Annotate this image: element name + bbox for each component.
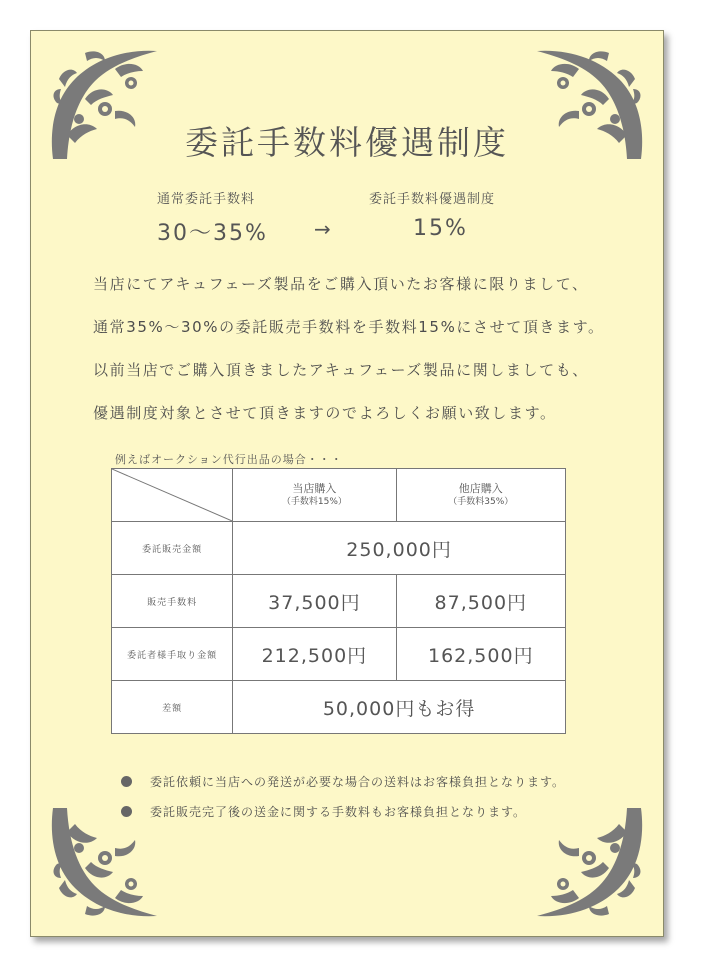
diagonal-line-icon (112, 469, 232, 521)
description-paragraph (93, 272, 653, 444)
takehome-this-store: 212,500円 (233, 628, 396, 681)
column-header-other-store (396, 469, 565, 522)
difference-value: 50,000円もお得 (233, 681, 566, 734)
fee-other-store: 87,500円 (396, 575, 565, 628)
special-fee-label: 委託手数料優遇制度 (369, 192, 496, 207)
table-row (112, 681, 566, 734)
row-label-takehome: 委託者様手取り金額 (112, 628, 233, 681)
page-title: 委託手数料優遇制度 (185, 123, 509, 162)
table-row (112, 628, 566, 681)
notes-list (121, 766, 565, 826)
column-header-label: 当店購入 (292, 482, 337, 495)
column-header-sublabel: （手数料35%） (448, 497, 514, 507)
column-header-sublabel: （手数料15%） (281, 497, 347, 507)
list-item (121, 796, 565, 826)
column-header-this-store (233, 469, 396, 522)
special-fee-value: 15% (413, 216, 468, 241)
description-line: 通常35%～30%の委託販売手数料を手数料15%にさせて頂きます。 (93, 318, 605, 336)
fee-comparison-table (111, 468, 566, 734)
arrow-right-icon: → (314, 217, 331, 241)
row-label-sale-price: 委託販売金額 (112, 522, 233, 575)
row-label-difference: 差額 (112, 681, 233, 734)
note-text: 委託依頼に当店への発送が必要な場合の送料はお客様負担となります。 (150, 774, 566, 789)
description-line: 当店にてアキュフェーズ製品をご購入頂いたお客様に限りまして、 (93, 275, 589, 293)
note-text: 委託販売完了後の送金に関する手数料もお客様負担となります。 (150, 804, 527, 819)
table-header-row (112, 469, 566, 522)
example-caption: 例えばオークション代行出品の場合・・・ (115, 453, 343, 466)
takehome-other-store: 162,500円 (396, 628, 565, 681)
document-page (30, 30, 664, 937)
bullet-icon (121, 806, 132, 817)
description-line: 優遇制度対象とさせて頂きますのでよろしくお願い致します。 (93, 404, 557, 422)
row-label-fee: 販売手数料 (112, 575, 233, 628)
normal-fee-label: 通常委託手数料 (157, 192, 256, 207)
table-corner-cell (112, 469, 233, 522)
table-row (112, 522, 566, 575)
table-row (112, 575, 566, 628)
column-header-label: 他店購入 (458, 482, 503, 495)
list-item (121, 766, 565, 796)
fee-this-store: 37,500円 (233, 575, 396, 628)
bullet-icon (121, 776, 132, 787)
normal-fee-value: 30～35% (157, 221, 268, 246)
sale-price-value: 250,000円 (233, 522, 566, 575)
description-line: 以前当店でご購入頂きましたアキュフェーズ製品に関しましても、 (93, 361, 589, 379)
